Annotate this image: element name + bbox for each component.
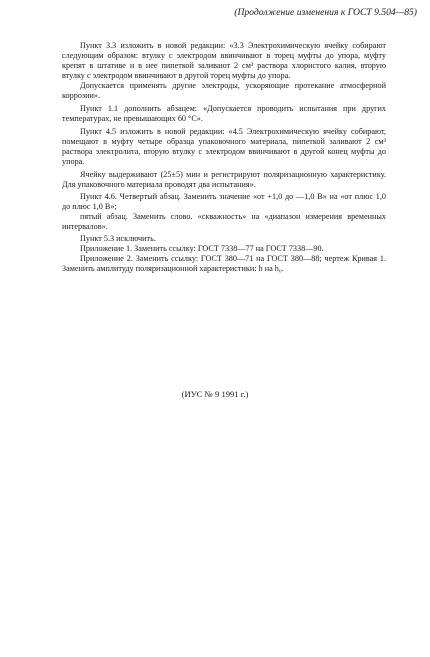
paragraph-other-electrodes: Допускается применять другие электроды, ускоряющие протекание атмосферной коррозии». <box>62 81 386 100</box>
paragraph-item-4-5: Пункт 4.5 изложить в новой редакции: «4.5 Электрохимическую ячейку собирают, помещают в муфту четыре образца упаковочного материала, пипеткой заливают 2 см³ раствора электролита, вторую втулку с электродом ввинчивают в другой конец муфты до упора. <box>62 127 386 166</box>
paragraph-appendix-2: Приложение 2. Заменить ссылку: ГОСТ 380—71 на ГОСТ 380—88; чертеж Кривая 1. Заменить амплитуду поляризационной характеристики: h на h₀. <box>62 254 386 273</box>
publication-reference: (ИУС № 9 1991 г.) <box>181 389 249 399</box>
page-header: (Продолжение изменения к ГОСТ 9.504—85) <box>234 7 417 18</box>
paragraph-appendix-1: Приложение 1. Заменить ссылку: ГОСТ 7338—77 на ГОСТ 7338—90. <box>80 244 324 253</box>
paragraph-item-5-3: Пункт 5.3 исключить. <box>80 234 156 243</box>
paragraph-fifth-clause: пятый абзац. Заменить слово. «скважность» на «диапазон измерения временных интервалов». <box>62 212 386 231</box>
paragraph-item-1-1: Пункт 1.1 дополнить абзацем: «Допускается проводить испытания при других температурах, не превышающих 60 °С». <box>62 104 386 123</box>
paragraph-item-3-3: Пункт 3.3 изложить в новой редакции: «3.3 Электрохимическую ячейку собирают следующим образом: втулку с электродом ввинчивают в торец муфты до упора, муфту крепят в штативе и в нее пипеткой заливают 2 см³ раствора хлористого калия, вторую втулку с электродом ввинчивают в другой торец муфты до упора. <box>62 41 386 80</box>
amendment-text <box>62 41 386 274</box>
paragraph-item-4-6: Пункт 4.6. Четвертый абзац. Заменить значение «от +1,0 до —1,0 В» на «от плюс 1,0 до плюс 1,0 В»; <box>62 192 386 211</box>
paragraph-cell-exposure: Ячейку выдерживают (25±5) мин и регистрируют поляризационную характеристику. Для упаковочного материала проводят два испытания». <box>62 170 386 189</box>
